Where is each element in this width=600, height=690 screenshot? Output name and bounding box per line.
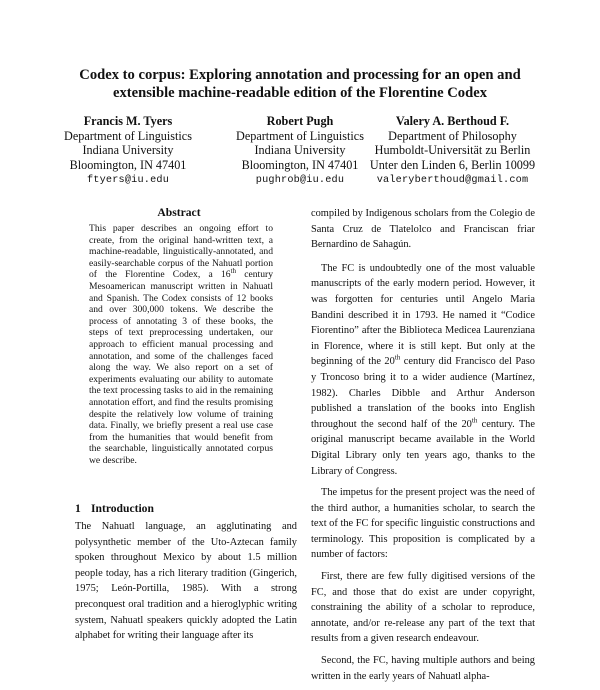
- body-text-part: The FC is undoubtedly one of the most valuable manuscripts of the early modern period. However, it was forgotten for centuries until Angelo Maria Bandini described it in 1793. He named it “Codice Fiorentino” after the Biblioteca Medicea Laurenziana in Florence, where it is still kept. But only at the beginning of the 20: [311, 262, 535, 368]
- author-university: Humboldt-Universität zu Berlin: [374, 143, 531, 157]
- author-email: pughrob@iu.edu: [255, 175, 345, 186]
- author-address: Unter den Linden 6, Berlin 10099: [369, 157, 536, 172]
- title-line-1: Codex to corpus: Exploring annotation and processing for an open and: [79, 67, 521, 83]
- author-name: Robert Pugh: [266, 114, 334, 128]
- abstract-text-part: This paper describes an ongoing effort to create, from the original hand-written text, a machine-readable, linguistically-annotated, and easily-searchable corpus of the Nahuatl portion of the Florentine Codex, a 16: [89, 223, 273, 281]
- body-paragraph: First, there are few fully digitised versions of the FC, and those that do exist are under copyright, constraining the ability of a scholar to reproduce, annotate, and/or re-release any part of the text that results from a given research endeavour.: [311, 571, 535, 645]
- body-paragraph: compiled by Indigenous scholars from the Colegio de Santa Cruz de Tlatelolco and Franciscan friar Bernardino de Sahagún.: [311, 208, 535, 251]
- author-university: Indiana University: [254, 143, 346, 157]
- author-department: Department of Linguistics: [236, 128, 364, 143]
- author-block: [365, 114, 540, 189]
- right-column: [311, 206, 535, 690]
- author-name: Francis M. Tyers: [83, 114, 173, 128]
- author-address: Bloomington, IN 47401: [69, 157, 187, 172]
- intro-paragraph: The Nahuatl language, an agglutinating and polysynthetic member of the Uto-Aztecan family spoken throughout Mexico by about 1.5 million people today, has a rich literary tradition (Gingerich, 1975; León-Portilla, 1985). With a strong preconquest oral tradition and a hieroglyphic writing system, Nahuatl speakers quickly adopted the Latin alphabet for writing their language after its: [75, 521, 297, 642]
- superscript: th: [471, 416, 478, 425]
- abstract-heading: Abstract: [157, 206, 201, 219]
- section-heading: [75, 502, 154, 515]
- body-paragraph: Second, the FC, having multiple authors and being written in the early years of Nahuatl alpha-: [311, 655, 535, 682]
- author-department: Department of Linguistics: [64, 128, 192, 143]
- author-department: Department of Philosophy: [388, 128, 517, 143]
- body-text-part: century did Francisco del Paso y Troncoso bring it to a wider audience (Martínez, 1982). Charles Dibble and Arthur Anderson published a translation of the books into English throughout the second half of the 20: [311, 356, 535, 430]
- author-address: Bloomington, IN 47401: [241, 157, 359, 172]
- superscript: th: [394, 353, 401, 362]
- author-email: ftyers@iu.edu: [86, 175, 170, 186]
- title-line-2: extensible machine-readable edition of the Florentine Codex: [112, 85, 487, 101]
- superscript: th: [230, 267, 237, 276]
- body-paragraph: The impetus for the present project was the need of the third author, a humanities scholar, to search the text of the FC for specific linguistic constructions and terminology. This proposition is complicated by a number of factors:: [311, 487, 535, 561]
- author-email: valeryberthoud@gmail.com: [376, 175, 529, 186]
- body-text-part: century. The original manuscript became available in the World Digital Library only ten years ago, thanks to the Library of Congress.: [311, 418, 535, 477]
- author-block: [229, 114, 371, 189]
- body-paragraph: [311, 261, 535, 479]
- abstract-text-part: century Mesoamerican manuscript written in Nahuatl and Spanish. The Codex consists of 12 books and over 300,000 tokens. We describe the process of annotating 3 of these books, the steps of text preprocessing undertaken, our approach to efficient manual processing and annotation, and some of the challenges faced along the way. We also report on a set of experiments evaluating our ability to automate the text processing tasks to aid in the remaining annotation effort, and find the results promising despite the relatively low volume of training data. Finally, we briefly present a real use case from the humanities that would benefit from the searchable, linguistically annotated corpus we describe.: [89, 269, 274, 466]
- author-university: Indiana University: [82, 143, 174, 157]
- section-title: Introduction: [91, 502, 154, 515]
- section-number: 1: [75, 502, 81, 515]
- abstract-text: [89, 223, 273, 466]
- author-name: Valery A. Berthoud F.: [395, 114, 510, 128]
- author-block: [58, 114, 198, 189]
- paper-title: [50, 66, 550, 102]
